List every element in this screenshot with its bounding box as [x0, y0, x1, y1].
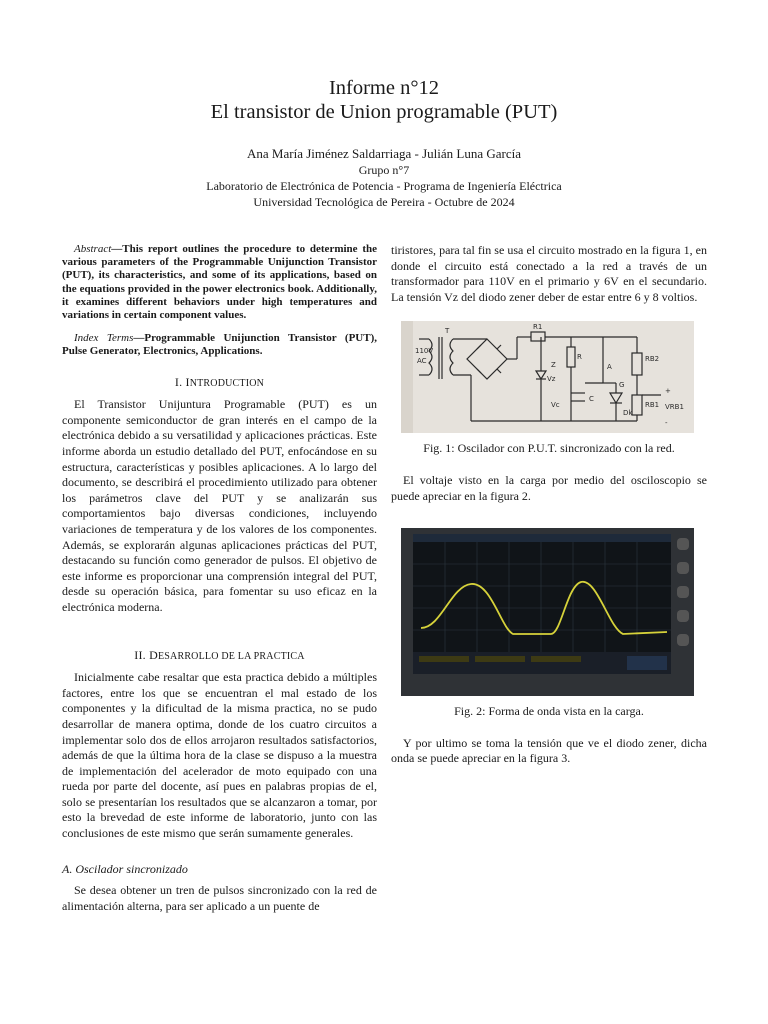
right-paragraph-3: Y por ultimo se toma la tensión que ve el diodo zener, dicha onda se puede apreciar en la figura 3.	[391, 735, 707, 766]
label-c: C	[589, 395, 594, 404]
index-terms	[62, 332, 377, 358]
title-block	[0, 76, 768, 210]
report-number: Informe n°12	[328, 77, 440, 99]
label-110v: 110V	[415, 347, 434, 356]
label-minus: -	[665, 419, 668, 428]
group-number: Grupo n°7	[358, 163, 410, 177]
oscilador-paragraph: Se desea obtener un tren de pulsos sincronizado con la red de alimentación alterna, para ser aplicado a un puente de	[62, 883, 377, 913]
oscilloscope-drawing	[401, 528, 694, 696]
abstract-text: —This report outlines the procedure to determine the various parameters of the Programmable Unijunction Transistor (PUT), its characteristics, and some of its applications, based on the equations provided in the power electronics book. Additionally, it examines different behaviors under high temperatures and variations in certain component values.	[62, 243, 377, 322]
authors: Ana María Jiménez Saldarriaga - Julián Luna García	[247, 146, 521, 161]
section-title-rest: NTRODUCTION	[189, 377, 265, 389]
label-ac: AC	[417, 357, 427, 366]
circuit-drawing	[401, 321, 694, 433]
section-title-rest: ESARROLLO DE LA PRACTICA	[157, 650, 305, 662]
right-paragraph-2: El voltaje visto en la carga por medio del osciloscopio se puede apreciar en la figura 2.	[391, 472, 707, 503]
section-introduction-heading	[62, 375, 377, 392]
label-plus: +	[665, 387, 671, 396]
section-desarrollo-heading	[62, 648, 377, 665]
label-vz: Vz	[547, 375, 556, 384]
label-dk: Dk	[623, 409, 633, 418]
label-gate: G	[619, 381, 625, 390]
figure-1-circuit-photo	[401, 321, 694, 433]
label-rb2: RB2	[645, 355, 660, 364]
figure-2-caption: Fig. 2: Forma de onda vista en la carga.	[454, 704, 644, 719]
affiliation-lab: Laboratorio de Electrónica de Potencia - Programa de Ingeniería Eléctrica	[206, 179, 562, 193]
affiliation-university: Universidad Tecnológica de Pereira - Octubre de 2024	[253, 195, 515, 209]
label-transformer: T	[445, 327, 450, 336]
abstract	[62, 243, 377, 322]
section-number: II.	[134, 647, 150, 662]
label-r: R	[577, 353, 582, 362]
label-anode: A	[607, 363, 612, 372]
label-r1: R1	[533, 323, 543, 332]
section-number: I.	[174, 374, 186, 389]
index-terms-label: Index Terms	[74, 332, 134, 345]
index-terms-text: —Programmable Unijunction Transistor (PUT), Pulse Generator, Electronics, Applications.	[62, 332, 377, 358]
section-initial: I	[185, 374, 190, 389]
section-initial: D	[149, 647, 158, 662]
abstract-label: Abstract	[74, 243, 112, 255]
figure-2-oscilloscope-photo	[401, 528, 694, 696]
introduction-paragraph: El Transistor Unijuntura Programable (PUT) es un componente semiconductor de gran interés en el campo de la electrónica debido a su versatilidad y aplicaciones prácticas. Este informe aborda un estudio detallado del PUT, enfocándose en su estructura, características y posibles aplicaciones. A lo largo del documento, se describirá el procedimiento utilizado para obtener los parámetros clave del PUT y se analizarán sus comportamientos bajo diversas condiciones, incluyendo variaciones de temperatura y de los valores de los componentes. Además, se explorarán algunas aplicaciones prácticas del PUT, destacando su función como generador de pulsos. El objetivo de este informe es proporcionar una comprensión integral del PUT, desde su operación básica, para fomentar su uso eficaz en la electrónica moderna.	[62, 397, 377, 614]
left-column	[62, 243, 377, 914]
label-z: Z	[551, 361, 556, 370]
label-rb1: RB1	[645, 401, 660, 410]
figure-1-caption: Fig. 1: Oscilador con P.U.T. sincronizado con la red.	[423, 441, 675, 456]
paper-title: El transistor de Union programable (PUT)	[210, 101, 558, 123]
label-vrb1: VRB1	[665, 403, 684, 412]
desarrollo-paragraph: Inicialmente cabe resaltar que esta practica debido a múltiples factores, entre los que se encuentran el mal estado de los componentes y la dificultad de la misma practica, no se pudo desarrollar de manera optima, donde de los cuatro circuitos a implementar solo dos de ellos arrojaron resultados satisfactorios, además de que la última hora de la clase se dispuso a la muestra de implementación del acelerador de moto equipado con una rueda por parte del docente, así pues en palabras propias de el, solo se presentarían los resultados que se alcanzaron a tomar, por esto la brevedad de este informe de laboratorio, junto con las conclusiones de este mismo que serán sumamente generales.	[62, 670, 377, 841]
label-vc: Vc	[551, 401, 560, 410]
subsection-oscilador-heading: A. Oscilador sincronizado	[62, 861, 188, 876]
right-paragraph-1: tiristores, para tal fin se usa el circuito mostrado en la figura 1, en donde el circuito está conectado a la red a través de un transformador para 110V en el primario y 6V en el secundario. La tensión Vz del diodo zener deber de estar entre 6 y 8 voltios.	[391, 243, 707, 304]
right-column	[391, 243, 707, 767]
